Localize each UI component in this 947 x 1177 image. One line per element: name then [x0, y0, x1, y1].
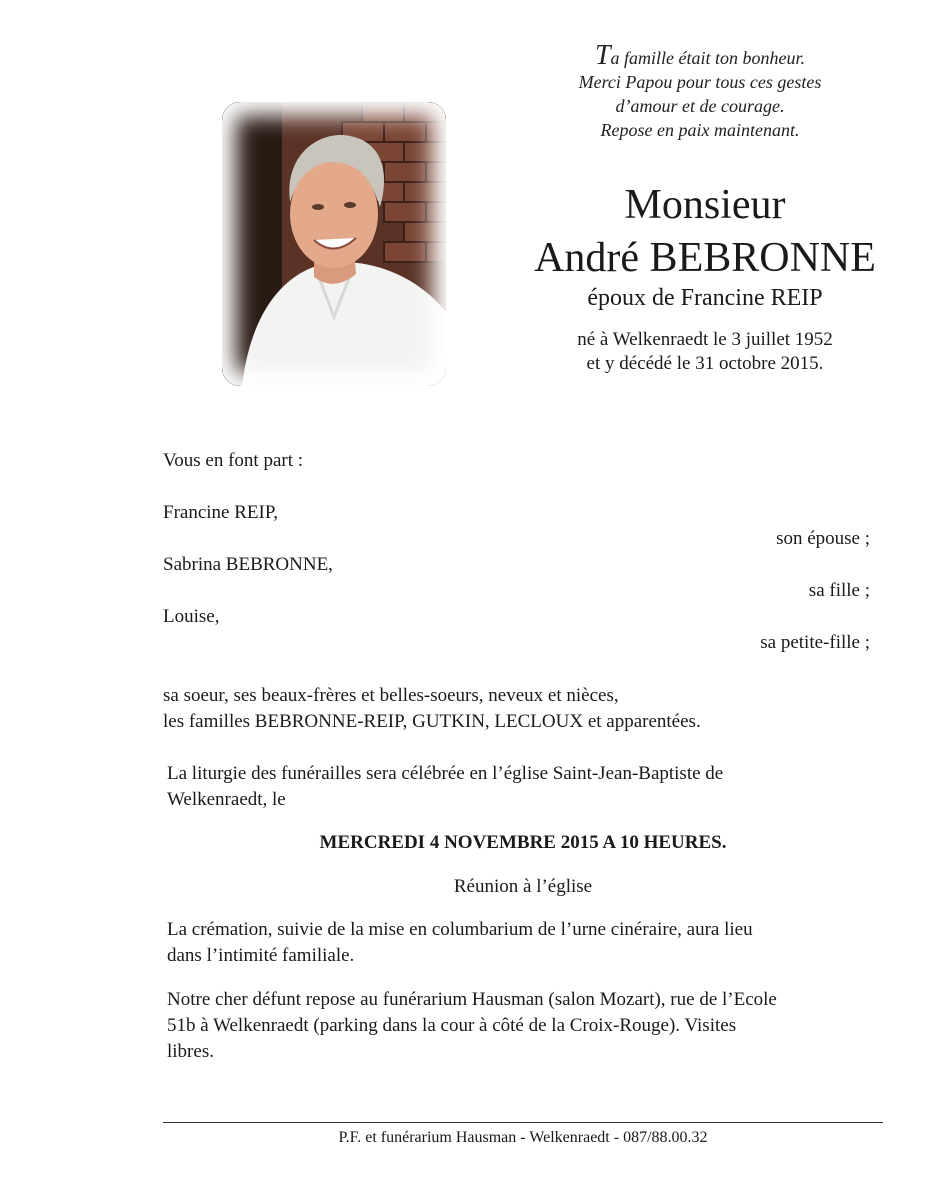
rest-line-1: Notre cher défunt repose au funérarium Hausman (salon Mozart), rue de l’Ecole [167, 989, 777, 1010]
cremation-line-1: La crémation, suivie de la mise en columbarium de l’urne cinéraire, aura lieu [167, 919, 753, 940]
funeral-date: MERCREDI 4 NOVEMBRE 2015 A 10 HEURES. [319, 832, 727, 853]
deceased-name: André BEBRONNE [534, 235, 876, 281]
portrait-illustration [222, 102, 446, 386]
extended-family-line-1: sa soeur, ses beaux-frères et belles-soeurs, neveux et nièces, [163, 685, 619, 706]
honorific: Monsieur [624, 182, 786, 228]
meeting-place: Réunion à l’église [453, 876, 593, 897]
extended-family-line-2: les familles BEBRONNE-REIP, GUTKIN, LECLOUX et apparentées. [163, 711, 701, 732]
poem-line-4: Repose en paix maintenant. [600, 120, 800, 140]
rest-line-3: libres. [167, 1041, 214, 1062]
death-line: et y décédé le 31 octobre 2015. [586, 353, 824, 374]
cremation-line-2: dans l’intimité familiale. [167, 945, 355, 966]
announcement-intro: Vous en font part : [163, 450, 304, 471]
poem-dropcap: T [594, 40, 611, 71]
family-member-name: Louise, [163, 606, 220, 627]
poem-line-3: d’amour et de courage. [615, 96, 785, 116]
poem-line-1 [540, 40, 860, 71]
liturgy-line-1: La liturgie des funérailles sera célébrée en l’église Saint-Jean-Baptiste de [167, 763, 724, 784]
rest-line-2: 51b à Welkenraedt (parking dans la cour à côté de la Croix-Rouge). Visites [167, 1015, 737, 1036]
family-member-relation: sa petite-fille ; [760, 632, 870, 653]
birth-line: né à Welkenraedt le 3 juillet 1952 [577, 329, 833, 350]
portrait-photo [222, 102, 446, 386]
poem-line-2: Merci Papou pour tous ces gestes [578, 72, 822, 92]
spouse-line: époux de Francine REIP [587, 285, 823, 311]
family-member-name: Francine REIP, [163, 502, 279, 523]
liturgy-line-2: Welkenraedt, le [167, 789, 286, 810]
poem-line-1-rest: a famille était ton bonheur. [610, 48, 806, 68]
family-member-relation: son épouse ; [776, 528, 870, 549]
family-member-relation: sa fille ; [808, 580, 870, 601]
footer-text: P.F. et funérarium Hausman - Welkenraedt - 087/88.00.32 [338, 1129, 708, 1146]
family-member-name: Sabrina BEBRONNE, [163, 554, 333, 575]
poem-block [540, 40, 860, 142]
footer-divider [163, 1122, 883, 1123]
